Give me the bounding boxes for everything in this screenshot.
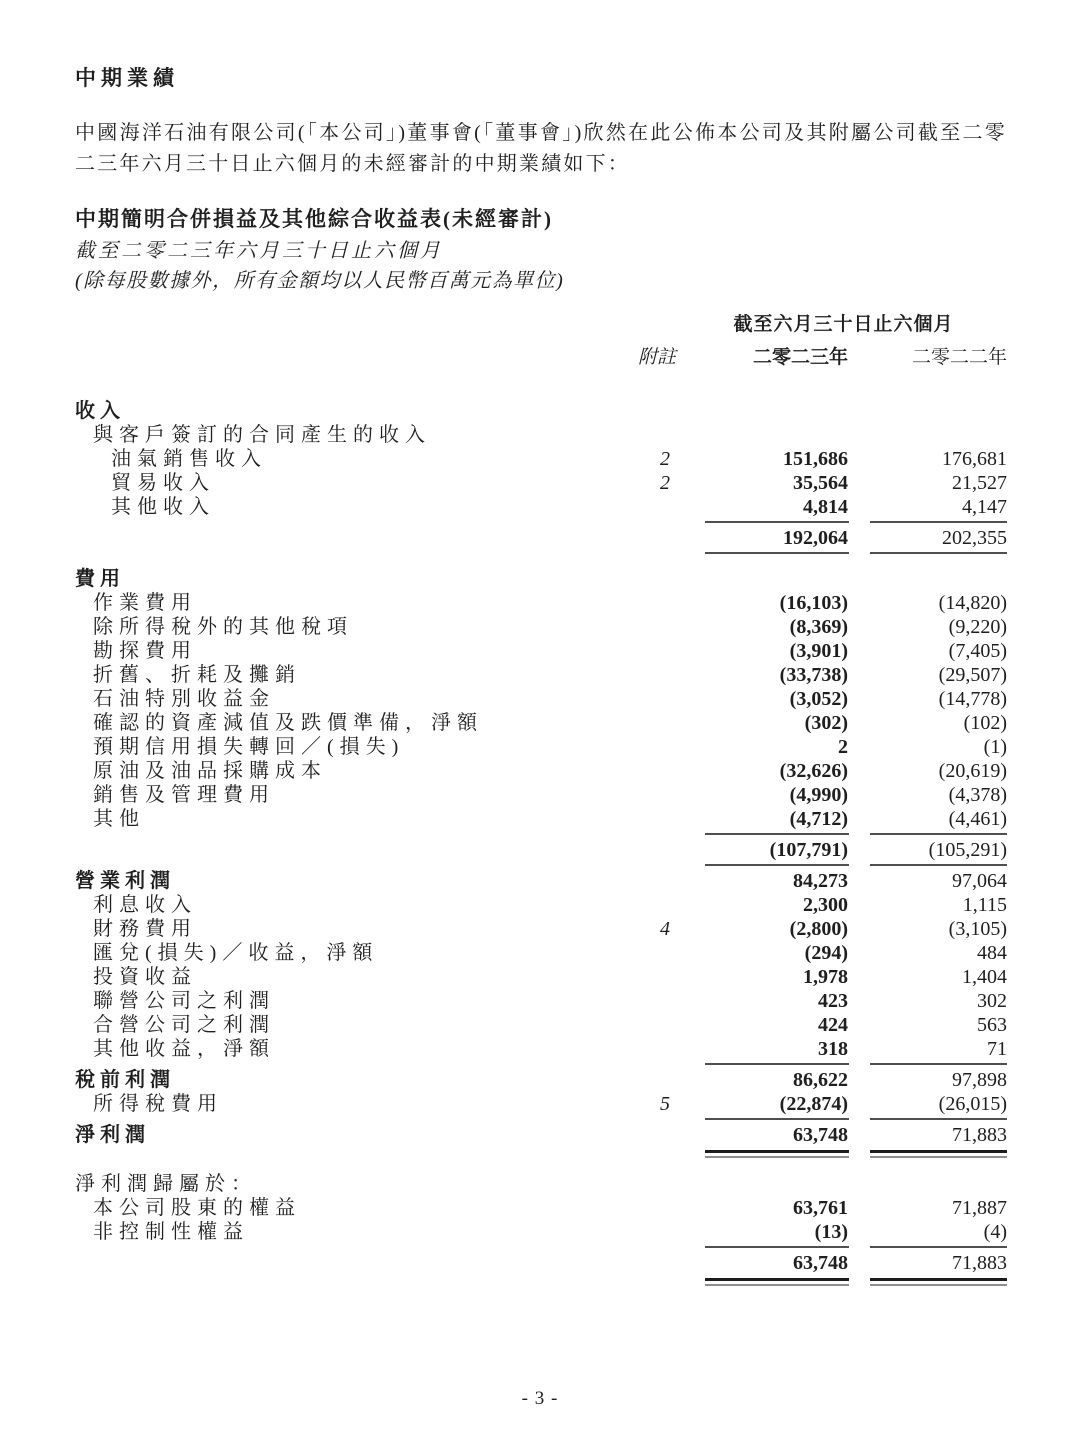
row-label <box>75 526 625 550</box>
statement-period-line: 截至二零二三年六月三十日止六個月 <box>75 240 443 262</box>
row-label: 利息收入 <box>93 894 197 916</box>
row-label: 折舊、折耗及攤銷 <box>93 664 301 686</box>
note-cell <box>625 711 680 735</box>
value-2022: 71,887 <box>952 1197 1007 1219</box>
row-label: 貿易收入 <box>111 472 215 494</box>
year-2023-column-header: 二零二三年 <box>752 347 848 368</box>
value-2022: (102) <box>963 712 1007 734</box>
value-2022: (3,105) <box>948 918 1007 940</box>
rule-segment <box>705 1063 849 1065</box>
value-2022: 563 <box>977 1014 1007 1036</box>
note-cell <box>625 1037 680 1061</box>
table-row <box>75 423 1007 447</box>
value-2023: 86,622 <box>793 1069 848 1091</box>
rule-segment <box>870 833 1007 835</box>
table-row <box>75 965 1007 989</box>
table-gap <box>75 557 1007 567</box>
rule-segment <box>705 1246 849 1248</box>
table-row <box>75 893 1007 917</box>
statement-title: 中期簡明合併損益及其他綜合收益表(未經審計) <box>75 207 553 231</box>
note-cell <box>625 1013 680 1037</box>
table-row <box>75 989 1007 1013</box>
single-rule <box>75 833 1007 835</box>
value-2023: 84,273 <box>793 870 848 892</box>
rule-segment <box>870 1150 1007 1158</box>
rule-segment <box>870 1246 1007 1248</box>
table-row <box>75 615 1007 639</box>
row-label: 其他收入 <box>111 496 215 518</box>
note-cell <box>625 639 680 663</box>
rule-segment <box>870 1278 1007 1286</box>
value-2023 <box>680 423 848 447</box>
rule-segment <box>870 1063 1007 1065</box>
value-2023: 192,064 <box>783 527 848 549</box>
row-label <box>75 838 625 862</box>
table-row <box>75 759 1007 783</box>
rule-segment <box>705 521 849 523</box>
note-cell <box>625 869 680 893</box>
value-2022: 484 <box>977 942 1007 964</box>
value-2023: 424 <box>818 1014 848 1036</box>
row-label: 淨利潤歸屬於： <box>75 1173 257 1195</box>
note-cell <box>625 615 680 639</box>
table-row <box>75 807 1007 831</box>
value-2023: (8,369) <box>789 616 848 638</box>
period-header: 截至六月三十日止六個月 <box>733 314 954 335</box>
value-2023: 63,748 <box>793 1124 848 1146</box>
value-2022: (4,461) <box>948 808 1007 830</box>
note-cell <box>625 941 680 965</box>
rule-segment <box>705 552 849 554</box>
value-2022: (20,619) <box>938 760 1007 782</box>
value-2022: 21,527 <box>952 472 1007 494</box>
row-label: 淨利潤 <box>75 1124 150 1146</box>
single-rule <box>75 552 1007 554</box>
statement-table-body <box>75 399 1007 1286</box>
row-label: 石油特別收益金 <box>93 688 275 710</box>
note-cell: 4 <box>660 918 670 940</box>
note-cell <box>625 735 680 759</box>
row-label: 作業費用 <box>93 592 197 614</box>
value-2022: (14,820) <box>938 592 1007 614</box>
row-label: 匯兌(損失)／收益，淨額 <box>93 942 379 964</box>
rule-segment <box>870 552 1007 554</box>
row-label: 費用 <box>75 568 125 590</box>
rule-segment <box>870 864 1007 866</box>
table-row <box>75 735 1007 759</box>
table-row <box>75 941 1007 965</box>
value-2023: 4,814 <box>803 496 848 518</box>
note-cell <box>625 1251 680 1275</box>
table-row <box>75 495 1007 519</box>
row-label: 預期信用損失轉回／(損失) <box>93 736 405 758</box>
row-label: 稅前利潤 <box>75 1069 175 1091</box>
rule-segment <box>705 1118 849 1120</box>
rule-segment <box>705 833 849 835</box>
value-2023: 1,978 <box>803 966 848 988</box>
value-2023: 63,761 <box>793 1197 848 1219</box>
note-cell <box>625 1172 680 1196</box>
table-row <box>75 1037 1007 1061</box>
value-2022: (105,291) <box>928 839 1007 861</box>
page-content <box>75 66 1007 1290</box>
row-label: 銷售及管理費用 <box>93 784 275 806</box>
row-label <box>75 1251 625 1275</box>
table-row <box>75 1123 1007 1147</box>
table-row <box>75 711 1007 735</box>
note-cell <box>625 567 680 591</box>
value-2023: (302) <box>804 712 848 734</box>
value-2022: 4,147 <box>962 496 1007 518</box>
row-label: 財務費用 <box>93 918 197 940</box>
value-2022: 202,355 <box>942 527 1007 549</box>
value-2022: 71,883 <box>952 1252 1007 1274</box>
value-2022: (26,015) <box>938 1093 1007 1115</box>
table-row <box>75 1220 1007 1244</box>
table-row <box>75 1251 1007 1275</box>
table-row <box>75 1172 1007 1196</box>
note-cell <box>625 838 680 862</box>
value-2023 <box>680 567 848 591</box>
note-cell <box>625 965 680 989</box>
intro-paragraph: 中國海洋石油有限公司(「本公司」)董事會(「董事會」)欣然在此公佈本公司及其附屬公司截至二零二三年六月三十日止六個月的未經審計的中期業績如下： <box>75 122 1007 175</box>
table-row <box>75 1196 1007 1220</box>
note-cell: 5 <box>660 1093 670 1115</box>
table-row <box>75 567 1007 591</box>
column-header-row <box>75 345 1007 371</box>
value-2022: (14,778) <box>938 688 1007 710</box>
table-row <box>75 399 1007 423</box>
year-2022-column-header: 二零二二年 <box>911 347 1007 368</box>
table-row <box>75 838 1007 862</box>
value-2022: 71,883 <box>952 1124 1007 1146</box>
value-2022: 97,898 <box>952 1069 1007 1091</box>
table-row <box>75 526 1007 550</box>
note-cell: 2 <box>660 472 670 494</box>
row-label: 其他 <box>93 808 145 830</box>
note-cell <box>625 1123 680 1147</box>
value-2023 <box>680 399 848 423</box>
single-rule <box>75 1063 1007 1065</box>
single-rule <box>75 1246 1007 1248</box>
note-cell <box>625 591 680 615</box>
row-label: 投資收益 <box>93 966 197 988</box>
rule-segment <box>870 1118 1007 1120</box>
single-rule <box>75 521 1007 523</box>
note-cell <box>625 1220 680 1244</box>
value-2023: (4,990) <box>789 784 848 806</box>
single-rule <box>75 1118 1007 1120</box>
value-2023 <box>680 1172 848 1196</box>
value-2023: (294) <box>804 942 848 964</box>
row-label: 勘探費用 <box>93 640 197 662</box>
period-header-row <box>75 313 1007 337</box>
value-2022 <box>848 567 1007 591</box>
row-label: 營業利潤 <box>75 870 175 892</box>
note-cell <box>625 687 680 711</box>
note-column-header: 附註 <box>637 347 676 368</box>
note-cell <box>625 989 680 1013</box>
table-row <box>75 1092 1007 1116</box>
value-2023: 2 <box>838 736 848 758</box>
value-2023: 151,686 <box>783 448 848 470</box>
note-cell <box>625 526 680 550</box>
row-label: 聯營公司之利潤 <box>93 990 275 1012</box>
value-2022: 71 <box>987 1038 1007 1060</box>
single-rule <box>75 864 1007 866</box>
rule-segment <box>705 1278 849 1286</box>
row-label: 本公司股東的權益 <box>93 1197 301 1219</box>
value-2023: (4,712) <box>789 808 848 830</box>
note-cell <box>625 783 680 807</box>
table-header <box>75 313 1007 371</box>
double-rule <box>75 1278 1007 1286</box>
value-2023: (16,103) <box>779 592 848 614</box>
note-cell <box>625 399 680 423</box>
statement-unit-line: (除每股數據外，所有金額均以人民幣百萬元為單位) <box>75 270 565 292</box>
value-2022: 1,404 <box>962 966 1007 988</box>
value-2022: (29,507) <box>938 664 1007 686</box>
double-rule <box>75 1150 1007 1158</box>
note-cell: 2 <box>660 448 670 470</box>
row-label: 收入 <box>75 400 125 422</box>
rule-segment <box>705 1150 849 1158</box>
table-row <box>75 687 1007 711</box>
row-label: 油氣銷售收入 <box>111 448 267 470</box>
row-label: 所得稅費用 <box>93 1093 223 1115</box>
value-2022 <box>848 423 1007 447</box>
row-label: 非控制性權益 <box>93 1221 249 1243</box>
table-row <box>75 1013 1007 1037</box>
value-2022: (9,220) <box>948 616 1007 638</box>
value-2022 <box>848 1172 1007 1196</box>
note-cell <box>625 423 680 447</box>
table-row <box>75 783 1007 807</box>
value-2022: 1,115 <box>962 894 1007 916</box>
value-2023: 35,564 <box>793 472 848 494</box>
table-row <box>75 1068 1007 1092</box>
value-2022: 97,064 <box>952 870 1007 892</box>
table-row <box>75 591 1007 615</box>
table-row <box>75 869 1007 893</box>
rule-segment <box>705 864 849 866</box>
row-label: 原油及油品採購成本 <box>93 760 327 782</box>
row-label: 合營公司之利潤 <box>93 1014 275 1036</box>
table-row <box>75 471 1007 495</box>
value-2023: (22,874) <box>779 1093 848 1115</box>
value-2022 <box>848 399 1007 423</box>
note-cell <box>625 893 680 917</box>
rule-segment <box>870 521 1007 523</box>
page-number: - 3 - <box>521 1388 559 1409</box>
value-2023: 423 <box>818 990 848 1012</box>
value-2023: (13) <box>814 1221 848 1243</box>
value-2022: 302 <box>977 990 1007 1012</box>
value-2022: (4) <box>983 1221 1007 1243</box>
row-label: 確認的資產減值及跌價準備，淨額 <box>93 712 483 734</box>
value-2023: (3,052) <box>789 688 848 710</box>
value-2023: (33,738) <box>779 664 848 686</box>
table-row <box>75 917 1007 941</box>
table-row <box>75 447 1007 471</box>
table-row <box>75 663 1007 687</box>
row-label: 其他收益，淨額 <box>93 1038 275 1060</box>
note-cell <box>625 759 680 783</box>
value-2023: (3,901) <box>789 640 848 662</box>
value-2023: 2,300 <box>803 894 848 916</box>
row-label: 除所得稅外的其他稅項 <box>93 616 353 638</box>
column-header-spacer <box>75 345 625 371</box>
note-cell <box>625 807 680 831</box>
value-2023: 318 <box>818 1038 848 1060</box>
note-cell <box>625 1068 680 1092</box>
value-2022: (7,405) <box>948 640 1007 662</box>
note-cell <box>625 495 680 519</box>
value-2022: 176,681 <box>942 448 1007 470</box>
value-2023: (107,791) <box>769 839 848 861</box>
note-cell <box>625 1196 680 1220</box>
value-2022: (1) <box>983 736 1007 758</box>
page-title: 中期業績 <box>75 66 179 90</box>
value-2023: 63,748 <box>793 1252 848 1274</box>
table-row <box>75 639 1007 663</box>
table-gap <box>75 1162 1007 1172</box>
value-2023: (2,800) <box>789 918 848 940</box>
value-2023: (32,626) <box>779 760 848 782</box>
note-cell <box>625 663 680 687</box>
row-label: 與客戶簽訂的合同產生的收入 <box>93 424 431 446</box>
value-2022: (4,378) <box>948 784 1007 806</box>
